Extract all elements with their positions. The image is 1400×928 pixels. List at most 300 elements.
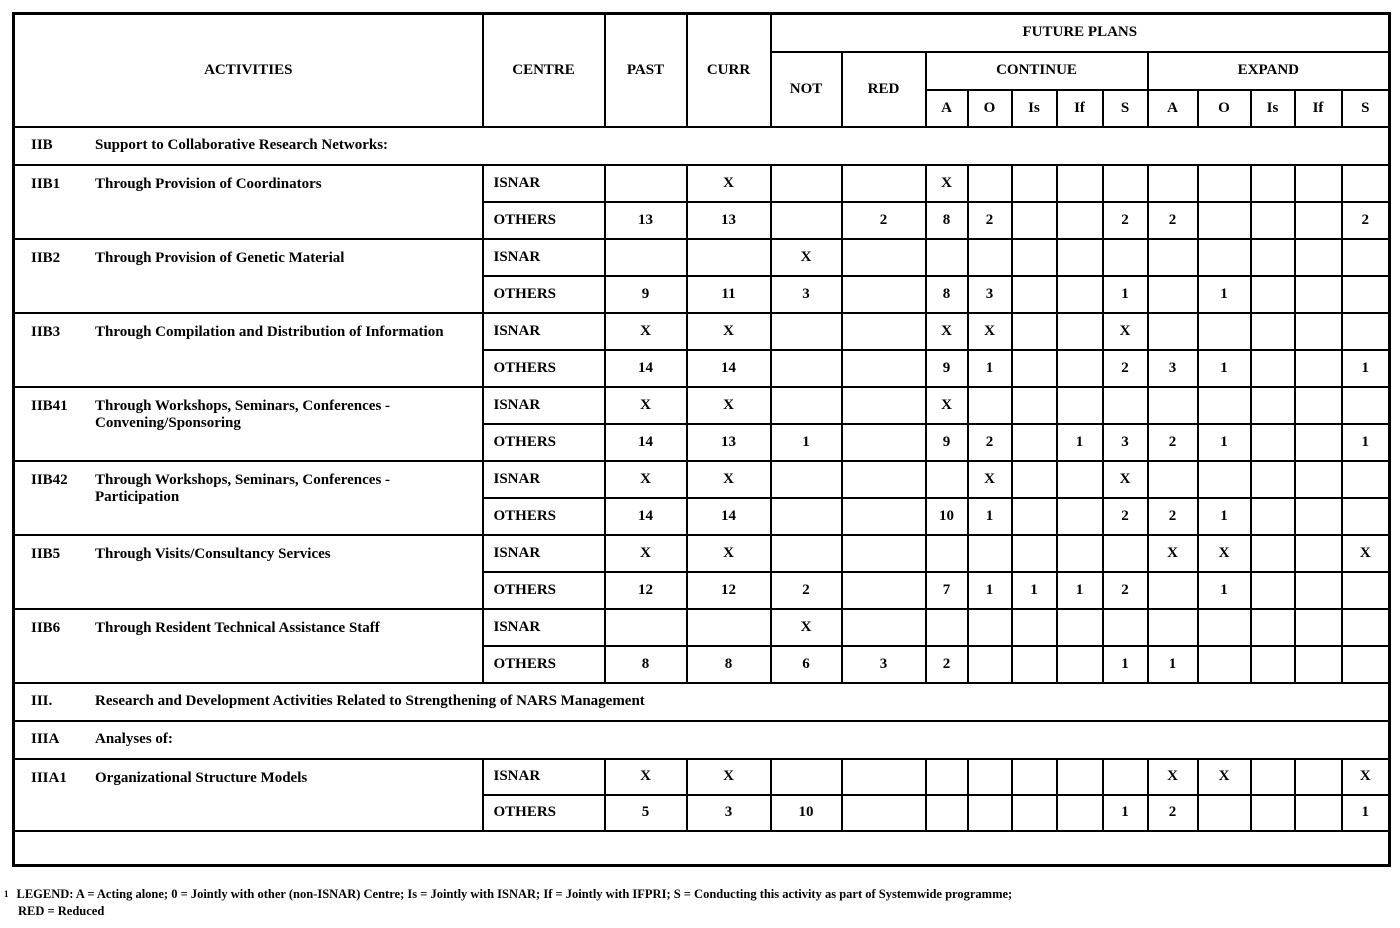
data-cell [1057, 202, 1103, 239]
centre-cell: ISNAR [483, 609, 605, 646]
centre-cell: ISNAR [483, 461, 605, 498]
legend-line-2: RED = Reduced [18, 904, 105, 918]
data-cell [1251, 165, 1295, 202]
section-row [14, 683, 1390, 721]
data-cell [1295, 498, 1342, 535]
data-cell [842, 424, 926, 461]
data-cell [1012, 350, 1057, 387]
data-cell [1012, 424, 1057, 461]
data-cell [1012, 609, 1057, 646]
data-cell [1012, 239, 1057, 276]
data-cell: X [687, 461, 771, 498]
activity-title: Through Resident Technical Assistance Staff [95, 619, 380, 636]
data-cell: 14 [687, 498, 771, 535]
data-cell: 2 [1148, 202, 1198, 239]
data-cell: 1 [1012, 572, 1057, 609]
data-cell [605, 239, 687, 276]
data-cell: 11 [687, 276, 771, 313]
data-cell: 8 [926, 202, 968, 239]
data-cell: 13 [687, 202, 771, 239]
data-cell: X [968, 461, 1012, 498]
header-expand-if: If [1295, 90, 1342, 127]
activity-title: Through Visits/Consultancy Services [95, 545, 331, 562]
activity-title: Through Compilation and Distribution of Information [95, 323, 444, 340]
data-cell: 3 [687, 795, 771, 831]
section-row [14, 127, 1390, 165]
table-header [14, 14, 1390, 127]
data-cell [1148, 461, 1198, 498]
header-red: RED [842, 52, 926, 127]
data-cell [842, 535, 926, 572]
data-cell [926, 609, 968, 646]
data-cell: 2 [926, 646, 968, 683]
data-cell: 1 [1342, 795, 1390, 831]
table-row [14, 759, 1390, 795]
data-cell [1057, 795, 1103, 831]
data-cell [1057, 165, 1103, 202]
data-cell: 1 [1198, 424, 1251, 461]
data-cell [1342, 239, 1390, 276]
data-cell: 2 [842, 202, 926, 239]
activity-cell [14, 387, 483, 461]
data-cell [1148, 313, 1198, 350]
activity-code: IIB6 [31, 619, 61, 636]
centre-cell: ISNAR [483, 759, 605, 795]
data-cell: X [771, 609, 842, 646]
table-row [14, 165, 1390, 202]
data-cell: 1 [1198, 276, 1251, 313]
data-cell: 13 [605, 202, 687, 239]
header-expand-s: S [1342, 90, 1390, 127]
data-cell [1295, 202, 1342, 239]
header-expand-is: Is [1251, 90, 1295, 127]
data-cell: 1 [1342, 424, 1390, 461]
table-row [14, 239, 1390, 276]
header-continue-if: If [1057, 90, 1103, 127]
header-curr: CURR [687, 14, 771, 127]
data-cell [1148, 276, 1198, 313]
data-cell: 2 [968, 202, 1012, 239]
data-cell [1342, 572, 1390, 609]
data-cell: 3 [1148, 350, 1198, 387]
data-cell: 1 [771, 424, 842, 461]
activity-title: Through Provision of Coordinators [95, 175, 322, 192]
data-cell [1198, 795, 1251, 831]
data-cell: 6 [771, 646, 842, 683]
data-cell [1251, 461, 1295, 498]
data-cell [1148, 572, 1198, 609]
data-cell [1342, 165, 1390, 202]
data-cell: 1 [1198, 572, 1251, 609]
data-cell [1295, 387, 1342, 424]
data-cell: X [605, 759, 687, 795]
activity-cell [14, 535, 483, 609]
data-cell [1251, 276, 1295, 313]
data-cell [1295, 572, 1342, 609]
data-cell [926, 461, 968, 498]
centre-cell: OTHERS [483, 498, 605, 535]
section-code: III. [31, 693, 53, 709]
data-cell: 14 [605, 498, 687, 535]
data-cell: 12 [605, 572, 687, 609]
data-cell: X [687, 165, 771, 202]
data-cell [1103, 387, 1148, 424]
data-cell: 1 [968, 572, 1012, 609]
data-cell [771, 498, 842, 535]
data-cell [842, 313, 926, 350]
data-cell [1012, 276, 1057, 313]
data-cell [926, 795, 968, 831]
data-cell: X [968, 313, 1012, 350]
centre-cell: ISNAR [483, 239, 605, 276]
activity-cell [14, 609, 483, 683]
data-cell [771, 313, 842, 350]
data-cell: 13 [687, 424, 771, 461]
data-cell: 1 [1057, 572, 1103, 609]
data-cell: 2 [968, 424, 1012, 461]
data-cell [1251, 313, 1295, 350]
activity-cell [14, 165, 483, 239]
data-cell [1295, 350, 1342, 387]
table-body [14, 127, 1390, 831]
data-cell [1251, 387, 1295, 424]
table-row [14, 609, 1390, 646]
data-cell [1198, 646, 1251, 683]
activity-cell [14, 239, 483, 313]
header-continue-is: Is [1012, 90, 1057, 127]
data-cell: 14 [605, 424, 687, 461]
activity-code: IIB2 [31, 249, 61, 266]
data-cell [771, 202, 842, 239]
header-continue-o: O [968, 90, 1012, 127]
header-future-plans: FUTURE PLANS [771, 14, 1390, 52]
data-cell: X [1103, 313, 1148, 350]
data-cell [1012, 646, 1057, 683]
data-cell [842, 239, 926, 276]
data-cell: X [1148, 535, 1198, 572]
data-cell: 9 [605, 276, 687, 313]
data-cell [842, 350, 926, 387]
data-cell [1012, 202, 1057, 239]
data-cell [1251, 202, 1295, 239]
data-cell [842, 498, 926, 535]
data-cell [1295, 795, 1342, 831]
data-cell [687, 239, 771, 276]
section-code: IIIA [31, 731, 60, 747]
section-row [14, 721, 1390, 759]
data-cell [1198, 165, 1251, 202]
data-cell [926, 535, 968, 572]
data-cell: 2 [1148, 795, 1198, 831]
data-cell [1103, 239, 1148, 276]
data-cell [968, 609, 1012, 646]
data-cell: 3 [968, 276, 1012, 313]
data-cell: X [1342, 759, 1390, 795]
header-activities: ACTIVITIES [14, 14, 483, 127]
data-cell [1148, 387, 1198, 424]
data-cell [1057, 313, 1103, 350]
data-cell: 7 [926, 572, 968, 609]
centre-cell: OTHERS [483, 350, 605, 387]
data-cell [1057, 387, 1103, 424]
data-cell [1012, 759, 1057, 795]
data-cell: 1 [1148, 646, 1198, 683]
activity-cell [14, 759, 483, 831]
data-cell: 1 [968, 350, 1012, 387]
activity-title: Organizational Structure Models [95, 769, 308, 786]
data-cell [1198, 609, 1251, 646]
centre-cell: OTHERS [483, 202, 605, 239]
centre-cell: OTHERS [483, 572, 605, 609]
header-expand: EXPAND [1148, 52, 1390, 90]
data-cell [1251, 350, 1295, 387]
data-cell [1295, 239, 1342, 276]
data-cell [842, 276, 926, 313]
data-cell [1148, 165, 1198, 202]
data-cell [1103, 535, 1148, 572]
data-cell [1342, 387, 1390, 424]
data-cell [926, 239, 968, 276]
data-cell [1295, 313, 1342, 350]
data-cell: X [1103, 461, 1148, 498]
data-cell [1251, 498, 1295, 535]
activity-title: Through Workshops, Seminars, Conferences - Participation [95, 471, 391, 505]
data-cell: 1 [1103, 646, 1148, 683]
data-cell: X [687, 535, 771, 572]
data-cell: X [926, 387, 968, 424]
activity-title: Through Workshops, Seminars, Conferences - Convening/Sponsoring [95, 397, 391, 431]
footnote-marker: 1 [4, 889, 9, 899]
data-cell: 2 [1103, 498, 1148, 535]
data-cell [842, 165, 926, 202]
data-cell: 1 [1103, 276, 1148, 313]
data-cell [771, 759, 842, 795]
data-cell [842, 572, 926, 609]
data-cell [1251, 424, 1295, 461]
data-cell [842, 461, 926, 498]
data-cell [1103, 609, 1148, 646]
data-cell [687, 609, 771, 646]
data-cell: 1 [1198, 350, 1251, 387]
data-cell [1103, 165, 1148, 202]
data-cell [1295, 609, 1342, 646]
section-code: IIB [31, 137, 53, 153]
table-row [14, 387, 1390, 424]
data-cell: 2 [1148, 498, 1198, 535]
header-expand-o: O [1198, 90, 1251, 127]
table-row [14, 535, 1390, 572]
data-cell: 2 [1103, 350, 1148, 387]
data-cell: 12 [687, 572, 771, 609]
data-cell: 2 [771, 572, 842, 609]
data-cell [1198, 387, 1251, 424]
data-cell [1198, 313, 1251, 350]
data-cell [605, 609, 687, 646]
data-cell [926, 759, 968, 795]
data-cell [968, 795, 1012, 831]
data-cell: X [1148, 759, 1198, 795]
data-cell [1012, 461, 1057, 498]
data-cell [968, 535, 1012, 572]
data-cell [1198, 239, 1251, 276]
data-cell [1057, 646, 1103, 683]
data-cell [1198, 461, 1251, 498]
data-cell [1057, 498, 1103, 535]
section-cell [14, 127, 1390, 165]
data-cell: 10 [926, 498, 968, 535]
activity-cell [14, 313, 483, 387]
data-cell [968, 646, 1012, 683]
activity-cell [14, 461, 483, 535]
data-cell: 14 [687, 350, 771, 387]
data-cell: X [605, 535, 687, 572]
data-cell [1057, 350, 1103, 387]
data-cell [1251, 535, 1295, 572]
data-cell [771, 350, 842, 387]
centre-cell: OTHERS [483, 276, 605, 313]
data-cell [1012, 387, 1057, 424]
data-cell: 2 [1103, 202, 1148, 239]
data-cell: X [687, 387, 771, 424]
data-cell: 1 [968, 498, 1012, 535]
legend [4, 886, 1394, 920]
data-cell [1057, 759, 1103, 795]
data-cell [968, 387, 1012, 424]
data-cell [1012, 498, 1057, 535]
data-cell: X [687, 759, 771, 795]
data-cell: X [771, 239, 842, 276]
activity-code: IIB5 [31, 545, 61, 562]
data-cell [1012, 795, 1057, 831]
activity-code: IIIA1 [31, 769, 67, 786]
data-cell [1295, 165, 1342, 202]
data-cell: 1 [1342, 350, 1390, 387]
legend-line-1: LEGEND: A = Acting alone; 0 = Jointly with other (non-ISNAR) Centre; Is = Jointly with ISNAR; If = Jointly with IFPRI; S = Conducting this activity as part of Systemwide programme; [16, 887, 1013, 901]
data-cell [771, 165, 842, 202]
data-cell [842, 759, 926, 795]
data-cell: X [1198, 535, 1251, 572]
header-continue-s: S [1103, 90, 1148, 127]
data-cell: 10 [771, 795, 842, 831]
data-cell [1342, 461, 1390, 498]
data-cell [605, 165, 687, 202]
data-cell [1295, 424, 1342, 461]
data-cell: 1 [1198, 498, 1251, 535]
data-cell [1057, 609, 1103, 646]
blank-row [14, 831, 1390, 866]
centre-cell: ISNAR [483, 165, 605, 202]
data-cell: 2 [1148, 424, 1198, 461]
activity-code: IIB3 [31, 323, 61, 340]
data-cell [1295, 461, 1342, 498]
header-not: NOT [771, 52, 842, 127]
data-cell [771, 387, 842, 424]
centre-cell: OTHERS [483, 424, 605, 461]
data-cell: X [605, 461, 687, 498]
data-cell: 3 [1103, 424, 1148, 461]
header-continue: CONTINUE [926, 52, 1148, 90]
data-cell [1295, 759, 1342, 795]
data-cell: X [1198, 759, 1251, 795]
data-cell: 9 [926, 424, 968, 461]
data-cell: X [926, 313, 968, 350]
data-cell [1148, 609, 1198, 646]
data-cell [1251, 759, 1295, 795]
data-cell: 14 [605, 350, 687, 387]
data-cell: 2 [1342, 202, 1390, 239]
data-cell [842, 609, 926, 646]
data-cell [968, 165, 1012, 202]
activities-table [12, 12, 1391, 867]
data-cell [1057, 239, 1103, 276]
data-cell: X [605, 313, 687, 350]
section-title: Research and Development Activities Related to Strengthening of NARS Management [95, 693, 645, 709]
section-cell [14, 683, 1390, 721]
data-cell [1148, 239, 1198, 276]
data-cell [771, 461, 842, 498]
section-title: Support to Collaborative Research Networks: [95, 137, 389, 153]
data-cell: 5 [605, 795, 687, 831]
centre-cell: OTHERS [483, 646, 605, 683]
data-cell [1295, 646, 1342, 683]
centre-cell: ISNAR [483, 313, 605, 350]
data-cell [1295, 535, 1342, 572]
data-cell: 8 [605, 646, 687, 683]
data-cell [1251, 609, 1295, 646]
data-cell [968, 759, 1012, 795]
activity-code: IIB1 [31, 175, 61, 192]
data-cell [1251, 239, 1295, 276]
data-cell [1057, 461, 1103, 498]
data-cell [1012, 313, 1057, 350]
data-cell: 1 [1057, 424, 1103, 461]
data-cell [1342, 646, 1390, 683]
data-cell [842, 795, 926, 831]
data-cell [1295, 276, 1342, 313]
table-row [14, 461, 1390, 498]
data-cell: X [1342, 535, 1390, 572]
data-cell: 1 [1103, 795, 1148, 831]
data-cell [1251, 795, 1295, 831]
centre-cell: ISNAR [483, 535, 605, 572]
data-cell [1012, 165, 1057, 202]
data-cell [1342, 498, 1390, 535]
data-cell: 3 [842, 646, 926, 683]
data-cell [1012, 535, 1057, 572]
data-cell [1342, 609, 1390, 646]
data-cell: 3 [771, 276, 842, 313]
data-cell [1251, 646, 1295, 683]
data-cell: X [605, 387, 687, 424]
data-cell [1057, 276, 1103, 313]
data-cell [1057, 535, 1103, 572]
header-centre: CENTRE [483, 14, 605, 127]
activity-title: Through Provision of Genetic Material [95, 249, 345, 266]
header-expand-a: A [1148, 90, 1198, 127]
data-cell [968, 239, 1012, 276]
header-past: PAST [605, 14, 687, 127]
centre-cell: OTHERS [483, 795, 605, 831]
data-cell: X [926, 165, 968, 202]
section-cell [14, 721, 1390, 759]
data-cell [1342, 276, 1390, 313]
data-cell [1342, 313, 1390, 350]
activity-code: IIB42 [31, 471, 68, 488]
data-cell: 8 [926, 276, 968, 313]
activity-code: IIB41 [31, 397, 68, 414]
header-continue-a: A [926, 90, 968, 127]
data-cell [771, 535, 842, 572]
